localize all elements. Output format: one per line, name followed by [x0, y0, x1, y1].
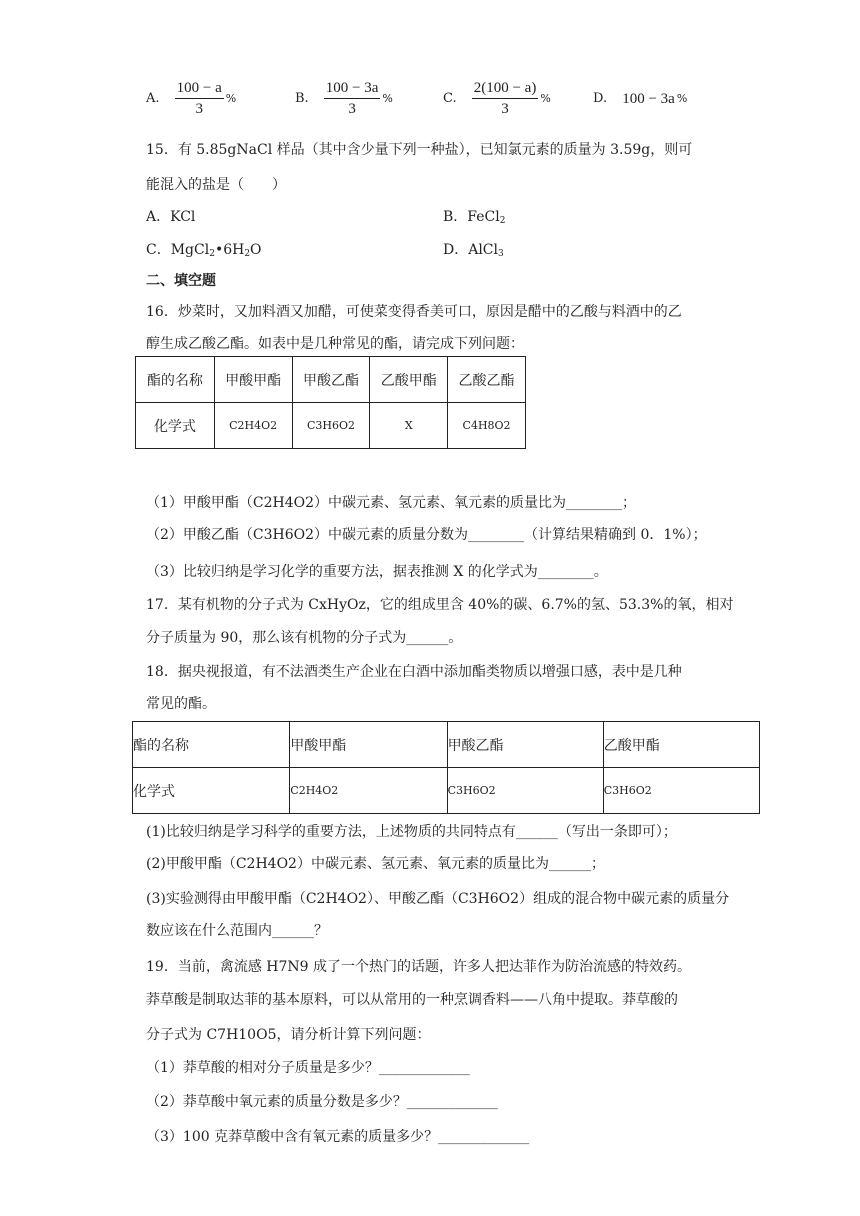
table-cell: C4H8O2 — [448, 403, 526, 449]
q18-sub-2: (2)甲酸甲酯（C2H4O2）中碳元素、氢元素、氧元素的质量比为______； — [146, 856, 605, 872]
q15-option-c — [146, 240, 262, 264]
table-row — [133, 722, 760, 768]
q19-sub-2: （2）莽草酸中氧元素的质量分数是多少？_____________ — [146, 1094, 498, 1110]
option-text: O — [250, 242, 262, 258]
table-cell: 甲酸甲酯 — [290, 722, 447, 768]
percent-sign: % — [225, 92, 237, 105]
q17-line-2: 分子质量为 90，那么该有机物的分子式为______。 — [146, 630, 463, 646]
table-row — [136, 357, 526, 403]
percent-sign: % — [676, 92, 688, 105]
numerator: 100 − a — [175, 78, 224, 99]
expression: 100 − 3a — [622, 91, 675, 107]
subscript: 3 — [498, 249, 504, 259]
q16-sub-1: （1）甲酸甲酯（C2H4O2）中碳元素、氢元素、氧元素的质量比为________； — [146, 495, 637, 511]
table-cell: C3H6O2 — [447, 768, 603, 814]
table-cell: C2H4O2 — [290, 768, 447, 814]
table-cell: 化学式 — [136, 403, 215, 449]
table-cell: C3H6O2 — [292, 403, 370, 449]
q19-sub-3: （3）100 克莽草酸中含有氧元素的质量多少？_____________ — [146, 1129, 530, 1145]
option-letter: B. — [295, 91, 309, 106]
q18-line-1: 18．据央视报道，有不法酒类生产企业在白酒中添加酯类物质以增强口感，表中是几种 — [146, 664, 682, 680]
q18-ester-table — [132, 721, 760, 814]
fraction — [175, 78, 224, 119]
table-cell: 甲酸乙酯 — [292, 357, 370, 403]
q16-line-1: 16．炒菜时，又加料酒又加醋，可使菜变得香美可口，原因是醋中的乙酸与料酒中的乙 — [146, 304, 682, 320]
denominator: 3 — [348, 101, 356, 117]
subscript: 2 — [209, 249, 215, 259]
section-title: 二、填空题 — [146, 273, 216, 289]
q15-line-1: 15．有 5.85gNaCl 样品（其中含少量下列一种盐），已知氯元素的质量为 3.59g，则可 — [146, 142, 693, 158]
q15-option-b — [443, 207, 505, 231]
q19-line-1: 19．当前，禽流感 H7N9 成了一个热门的话题，许多人把达菲作为防治流感的特效药。 — [146, 959, 691, 975]
table-cell: 酯的名称 — [133, 722, 290, 768]
q19-sub-1: （1）莽草酸的相对分子质量是多少？_____________ — [146, 1060, 470, 1076]
option-letter: C. — [443, 91, 457, 106]
q16-ester-table — [135, 356, 526, 449]
percent-sign: % — [540, 92, 551, 105]
percent-sign: % — [382, 92, 393, 105]
q19-line-2: 莽草酸是制取达菲的基本原料，可以从常用的一种烹调香料——八角中提取。莽草酸的 — [146, 992, 678, 1008]
table-cell: 化学式 — [133, 768, 290, 814]
q16-sub-3: （3）比较归纳是学习化学的重要方法，据表推测 X 的化学式为________。 — [146, 564, 608, 580]
option-text: •6H — [214, 242, 245, 258]
table-cell: 甲酸甲酯 — [214, 357, 292, 403]
q18-sub-1: (1)比较归纳是学习科学的重要方法，上述物质的共同特点有______（写出一条即可）； — [146, 824, 677, 840]
fraction — [472, 78, 539, 119]
table-cell: C2H4O2 — [214, 403, 292, 449]
table-cell: 乙酸甲酯 — [370, 357, 448, 403]
q14-option-b — [295, 78, 393, 119]
numerator: 100 − 3a — [324, 78, 381, 99]
q16-sub-2: （2）甲酸乙酯（C3H6O2）中碳元素的质量分数为________（计算结果精确到 0．1%）； — [146, 527, 707, 543]
q17-line-1: 17．某有机物的分子式为 CxHyOz，它的组成里含 40%的碳、6.7%的氢、53.3%的氧，相对 — [146, 597, 734, 613]
q14-option-a — [146, 78, 236, 119]
q15-option-a: A．KCl — [146, 209, 196, 225]
table-row — [133, 768, 760, 814]
option-text: C．MgCl — [146, 242, 210, 258]
q14-option-d — [593, 88, 687, 108]
q19-line-3: 分子式为 C7H10O5，请分析计算下列问题： — [146, 1027, 431, 1043]
q18-sub-3-line-1: (3)实验测得由甲酸甲酯（C2H4O2）、甲酸乙酯（C3H6O2）组成的混合物中碳元素的质量分 — [146, 891, 730, 907]
option-text: B．FeCl — [443, 209, 500, 225]
q18-sub-3-line-2: 数应该在什么范围内______？ — [146, 923, 328, 939]
q15-line-2: 能混入的盐是（ ） — [146, 177, 286, 193]
table-cell: 酯的名称 — [136, 357, 215, 403]
denominator: 3 — [195, 101, 203, 117]
q14-option-c — [443, 78, 551, 119]
subscript: 2 — [499, 216, 506, 226]
table-cell: 乙酸甲酯 — [603, 722, 759, 768]
option-text: D．AlCl — [443, 242, 499, 258]
table-row — [136, 403, 526, 449]
q15-option-d — [443, 240, 504, 264]
option-letter: A. — [146, 91, 160, 106]
numerator: 2(100 − a) — [472, 78, 539, 99]
denominator: 3 — [501, 101, 509, 117]
fraction — [324, 78, 381, 119]
table-cell: X — [370, 403, 448, 449]
option-letter: D. — [593, 91, 608, 106]
table-cell: C3H6O2 — [603, 768, 759, 814]
table-cell: 甲酸乙酯 — [447, 722, 603, 768]
q16-line-2: 醇生成乙酸乙酯。如表中是几种常见的酯，请完成下列问题： — [146, 336, 524, 352]
q18-line-2: 常见的酯。 — [146, 696, 216, 712]
subscript: 2 — [244, 249, 251, 259]
table-cell: 乙酸乙酯 — [448, 357, 526, 403]
